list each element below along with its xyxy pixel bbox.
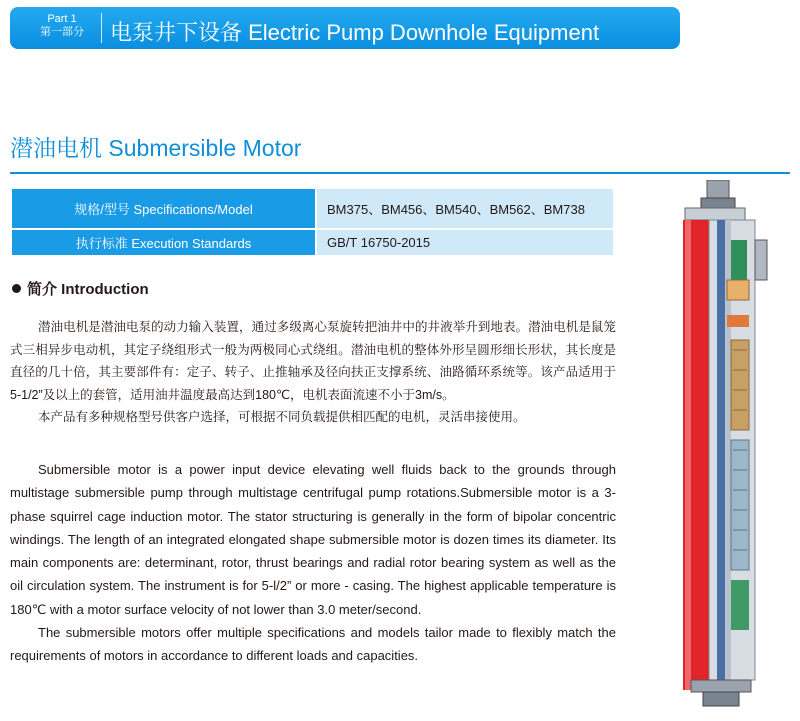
intro-cn-paragraph: 本产品有多种规格型号供客户选择，可根据不同负载提供相匹配的电机，灵活串接使用。 [38,410,526,424]
intro-cn-text [10,316,616,429]
intro-en-paragraph: Submersible motor is a power input device elevating well fluids back to the grounds through multistage submersible pump through multistage centrifugal pump rotations.Submersible motor is a 3-phase squirrel cage induction motor. The stator structuring is generally in the form of bipolar concentric windings. The length of an integrated elongated shape submersible motor is dozen times its diameter. Its main components are: determinant, rotor, thrust bearings and radial rotor bearing system as well as the oil circulation system. The instrument is for 5-l/2” or more - casing. The highest applicable temperature is 180℃ with a motor surface velocity of not lower than 3.0 meter/second. [10,462,616,617]
section-title: 潜油电机 Submersible Motor [10,135,302,161]
part-label-cn: 第一部分 [40,26,84,38]
spec-value: BM375、BM456、BM540、BM562、BM738 [316,188,614,229]
bullet-icon [12,284,21,293]
spec-table [10,187,615,257]
header-banner [10,7,680,49]
spec-value: GB/T 16750-2015 [316,229,614,256]
part-label-en: Part 1 [47,13,77,25]
part-label [30,13,94,39]
intro-cn-paragraph: 潜油电机是潜油电泵的动力输入装置，通过多级离心泵旋转把油井中的井液举升到地表。潜油电机是鼠笼式三相异步电动机，其定子绕组形式一般为两极同心式绕组。潜油电机的整体外形呈圆形细长形状，其长度是直径的几十倍，其主要部件有：定子、转子、止推轴承及径向扶正支撑系统、油路循环系统等。该产品适用于5-1/2”及以上的套管，适用油井温度最高达到180℃，电机表面流速不小于3m/s。 [10,320,616,402]
spec-row [11,229,614,256]
intro-en-text [10,458,616,668]
spec-key: 规格/型号 Specifications/Model [11,188,316,229]
banner-divider [101,13,102,43]
submersible-motor-image [655,180,785,710]
banner-title: 电泵井下设备 Electric Pump Downhole Equipment [110,20,600,45]
intro-heading [12,278,149,299]
spec-row [11,188,614,229]
spec-key: 执行标准 Execution Standards [11,229,316,256]
intro-en-paragraph: The submersible motors offer multiple specifications and models tailor made to flexibly match the requirements of motors in accordance to different loads and capacities. [10,625,616,664]
intro-heading-text: 简介 Introduction [27,281,149,298]
section-rule [10,172,790,174]
